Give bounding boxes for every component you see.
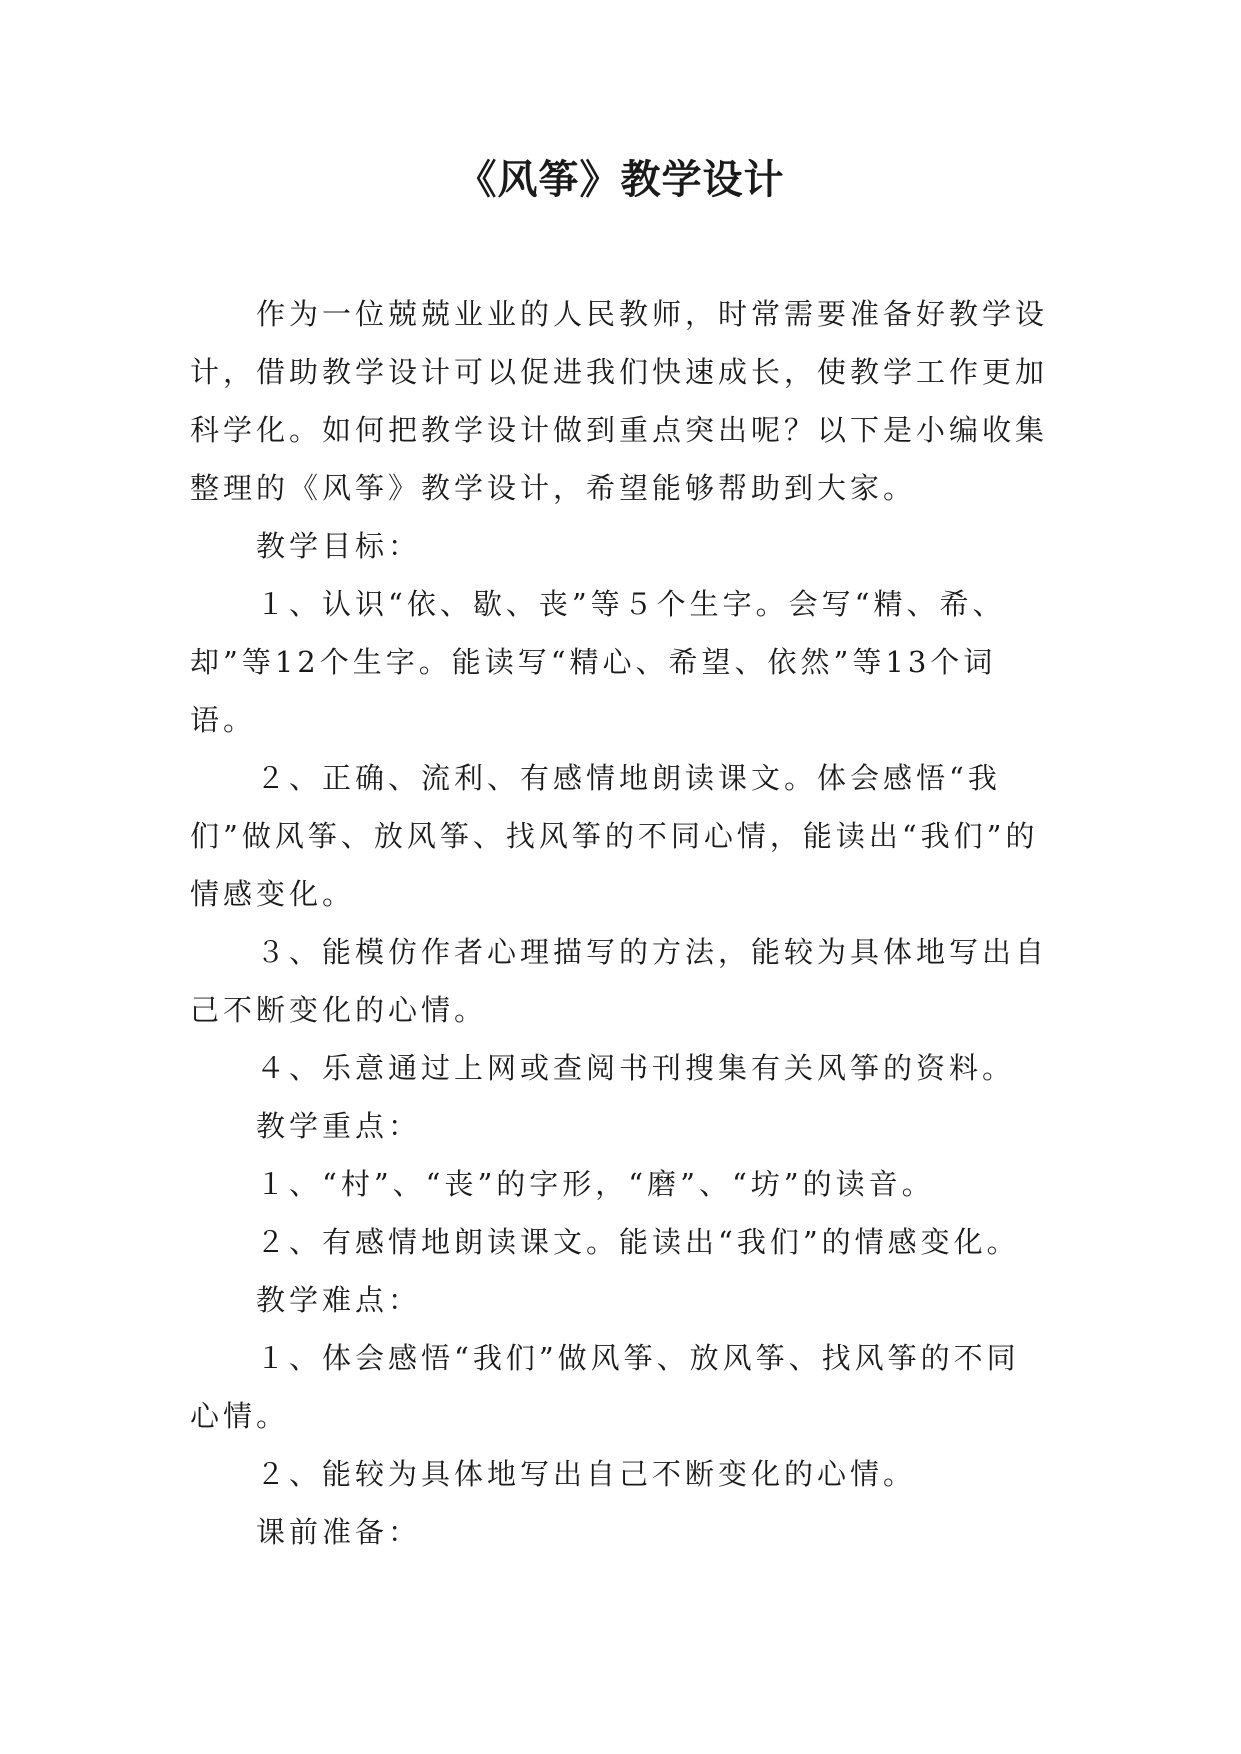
document-title: 《风筝》教学设计 (456, 157, 785, 203)
goal-item-4: ４、乐意通过上网或查阅书刊搜集有关风筝的资料。 (256, 1051, 1016, 1085)
document-body (190, 285, 1050, 1561)
section-heading-goals: 教学目标： (256, 529, 422, 563)
difficulty-item-1: １、体会感悟“我们”做风筝、放风筝、找风筝的不同心情。 (190, 1341, 1020, 1433)
key-point-item-1: １、“村”、“丧”的字形，“磨”、“坊”的读音。 (256, 1167, 935, 1201)
goal-item-2: ２、正确、流利、有感情地朗读课文。体会感悟“我们”做风筝、放风筝、找风筝的不同心情，能读出“我们”的情感变化。 (190, 761, 1039, 911)
goal-item-1: １、认识“依、歇、丧”等５个生字。会写“精、希、却”等12个生字。能读写“精心、希望、依然”等13个词语。 (190, 587, 1006, 737)
section-heading-key-points: 教学重点： (256, 1109, 422, 1143)
difficulty-item-2: ２、能较为具体地写出自己不断变化的心情。 (256, 1457, 917, 1491)
goal-item-3: ３、能模仿作者心理描写的方法，能较为具体地写出自己不断变化的心情。 (190, 935, 1049, 1027)
section-heading-preparation: 课前准备： (256, 1515, 422, 1549)
key-point-item-2: ２、有感情地朗读课文。能读出“我们”的情感变化。 (256, 1225, 1020, 1259)
intro-paragraph: 作为一位兢兢业业的人民教师，时常需要准备好教学设计，借助教学设计可以促进我们快速成长，使教学工作更加科学化。如何把教学设计做到重点突出呢？以下是小编收集整理的《风筝》教学设计，希望能够帮助到大家。 (190, 297, 1049, 505)
section-heading-difficulties: 教学难点： (256, 1283, 422, 1317)
